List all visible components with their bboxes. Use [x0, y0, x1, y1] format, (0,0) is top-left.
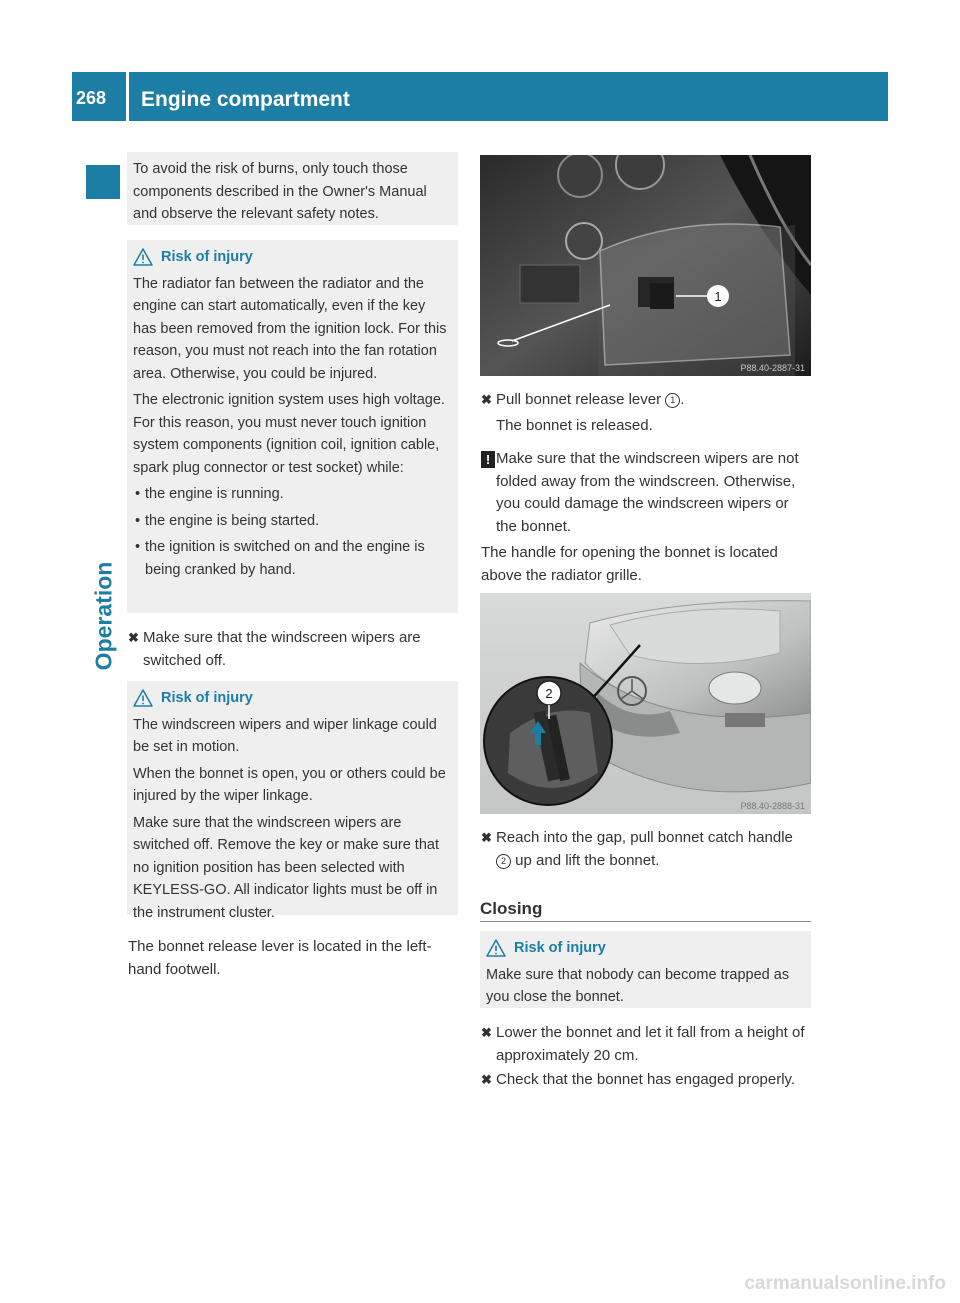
step-text: Pull bonnet release lever — [496, 391, 662, 408]
step-pull-lever — [481, 389, 811, 437]
header-divider — [126, 72, 129, 121]
figure-2-code: P88.40-2888-31 — [740, 801, 805, 811]
step-reach-gap — [481, 827, 811, 872]
figure-1-code: P88.40-2887-31 — [740, 363, 805, 373]
watermark: carmanualsonline.info — [744, 1273, 946, 1294]
warning-triangle-icon — [133, 248, 153, 266]
list-item: • the ignition is switched on and the engine is being cranked by hand. — [133, 536, 452, 581]
paragraph-lever-location — [128, 936, 458, 981]
warning-triangle-icon — [486, 939, 506, 957]
info-box-text: To avoid the risk of burns, only touch those components described in the Owner's Manual and observe the relevant safety notes. — [133, 161, 427, 222]
step-text-end: up and lift the bonnet. — [515, 851, 660, 869]
step-arrow-icon: ✖ — [481, 1072, 492, 1087]
warning-box-1 — [127, 240, 458, 613]
figure-1-callout: 1 — [714, 289, 722, 304]
section-heading-closing: Closing — [480, 899, 811, 922]
warning-2-paragraph-2: When the bonnet is open, you or others could be injured by the wiper linkage. — [133, 765, 446, 804]
warning-title-1 — [133, 246, 452, 269]
paragraph-handle-location — [481, 542, 811, 587]
list-item: • the engine is running. — [133, 483, 452, 506]
warning-triangle-icon — [133, 689, 153, 707]
paragraph-text: The bonnet release lever is located in the left-hand footwell. — [128, 938, 432, 978]
page-title: Engine compartment — [141, 88, 350, 111]
figure-1-illustration — [480, 155, 811, 376]
warning-title-3 — [486, 937, 805, 960]
step-check-engaged — [481, 1069, 811, 1092]
step-text: Check that the bonnet has engaged properly. — [496, 1071, 796, 1088]
warning-1-bullet-list — [133, 483, 452, 581]
exclamation-icon: ! — [481, 451, 495, 468]
step-result: The bonnet is released. — [496, 416, 653, 434]
figure-bonnet-release-lever — [480, 155, 811, 376]
step-arrow-icon: ✖ — [481, 392, 492, 407]
step-text: Reach into the gap, pull bonnet catch handle — [496, 829, 793, 846]
step-text: Make sure that the windscreen wipers are switched off. — [143, 629, 421, 669]
page-number: 268 — [76, 88, 107, 108]
paragraph-text: The handle for opening the bonnet is located above the radiator grille. — [481, 544, 778, 584]
side-tab-label: Operation — [90, 561, 117, 671]
step-arrow-icon: ✖ — [481, 830, 492, 845]
step-text: Lower the bonnet and let it fall from a height of approximately 20 cm. — [496, 1024, 805, 1064]
warning-box-2 — [127, 681, 458, 921]
warning-3-paragraph-1: Make sure that nobody can become trapped as you close the bonnet. — [486, 966, 790, 1005]
info-box — [127, 152, 458, 225]
step-lower-bonnet — [481, 1022, 811, 1067]
warning-title-text-2: Risk of injury — [161, 690, 253, 706]
note-wipers — [481, 448, 811, 538]
warning-2-paragraph-3: Make sure that the windscreen wipers are switched off. Remove the key or make sure that no ignition position has been selected with KEYLESS-GO. All indicator lights must be off in the instrument cluster. — [133, 814, 439, 921]
warning-title-text-1: Risk of injury — [161, 249, 253, 265]
step-arrow-icon: ✖ — [128, 630, 139, 645]
step-text-end: . — [680, 391, 685, 408]
side-tab-block — [86, 165, 120, 199]
warning-title-text-3: Risk of injury — [514, 940, 606, 956]
warning-1-paragraph-2: The electronic ignition system uses high voltage. For this reason, you must never touch ignition system components (ignition coil, ignition cable, spark plug connector or test socket) while: — [133, 392, 445, 476]
warning-title-2 — [133, 687, 452, 710]
callout-number-2: 2 — [496, 854, 511, 869]
figure-2-illustration — [480, 593, 811, 814]
warning-box-3 — [480, 931, 811, 1008]
note-text: Make sure that the windscreen wipers are not folded away from the windscreen. Otherwise, you could damage the windscreen wipers or the bonnet. — [496, 450, 799, 535]
warning-1-paragraph-1: The radiator fan between the radiator and the engine can start automatically, even if the key has been removed from the ignition lock. For this reason, you must not reach into the fan rotation area. Otherwise, you could be injured. — [133, 275, 447, 382]
step-wipers-off — [128, 627, 458, 672]
figure-bonnet-catch-handle — [480, 593, 811, 814]
side-tab — [84, 546, 124, 686]
list-item: • the engine is being started. — [133, 510, 452, 533]
figure-2-callout: 2 — [545, 686, 553, 701]
step-arrow-icon: ✖ — [481, 1025, 492, 1040]
callout-number-1: 1 — [665, 393, 680, 408]
warning-2-paragraph-1: The windscreen wipers and wiper linkage could be set in motion. — [133, 716, 437, 755]
